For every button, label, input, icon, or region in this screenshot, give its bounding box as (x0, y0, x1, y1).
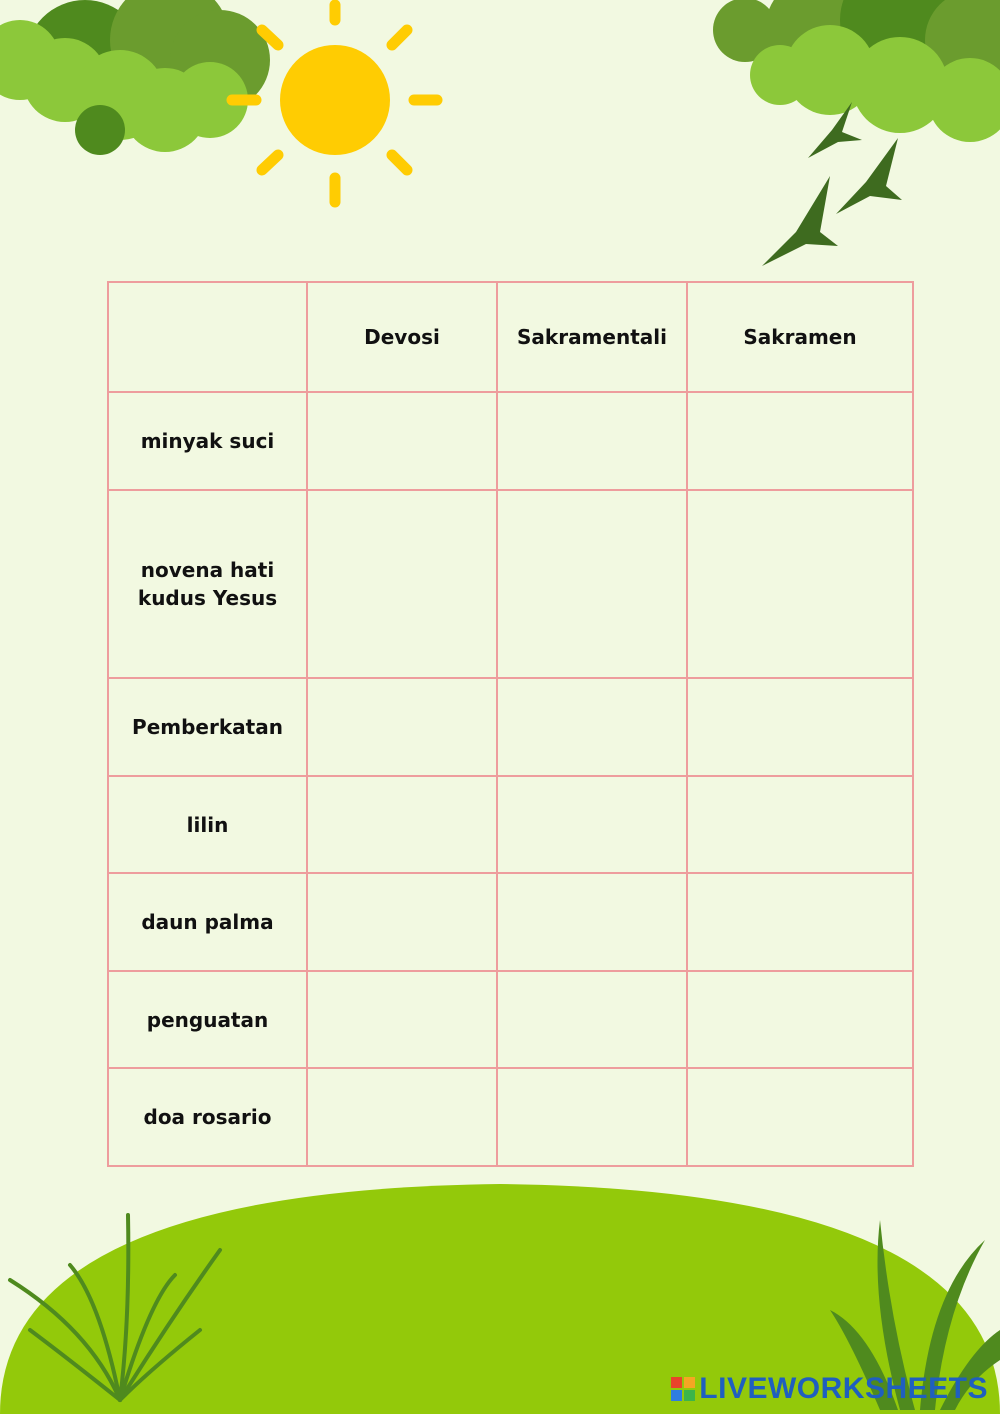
classification-table (107, 281, 914, 1167)
answer-cell-sakramen[interactable] (687, 873, 913, 971)
answer-cell-sakramen[interactable] (687, 392, 913, 490)
answer-cell-sakramentali[interactable] (497, 678, 687, 776)
answer-cell-sakramen[interactable] (687, 678, 913, 776)
answer-cell-devosi[interactable] (307, 971, 497, 1069)
answer-cell-devosi[interactable] (307, 776, 497, 874)
answer-cell-sakramentali[interactable] (497, 776, 687, 874)
row-label: penguatan (108, 971, 307, 1069)
answer-cell-sakramentali[interactable] (497, 1068, 687, 1166)
row-label: daun palma (108, 873, 307, 971)
table-row (108, 776, 913, 874)
answer-cell-devosi[interactable] (307, 392, 497, 490)
row-label: novena hati kudus Yesus (108, 490, 307, 679)
answer-cell-devosi[interactable] (307, 678, 497, 776)
row-label: doa rosario (108, 1068, 307, 1166)
answer-cell-sakramen[interactable] (687, 490, 913, 679)
answer-cell-sakramen[interactable] (687, 971, 913, 1069)
header-corner (108, 282, 307, 392)
row-label: lilin (108, 776, 307, 874)
header-sakramentali: Sakramentali (497, 282, 687, 392)
answer-cell-sakramentali[interactable] (497, 873, 687, 971)
answer-cell-sakramen[interactable] (687, 776, 913, 874)
tree-icon (0, 0, 270, 155)
table-row (108, 392, 913, 490)
header-devosi: Devosi (307, 282, 497, 392)
answer-cell-sakramentali[interactable] (497, 971, 687, 1069)
row-label: minyak suci (108, 392, 307, 490)
row-label: Pemberkatan (108, 678, 307, 776)
answer-cell-devosi[interactable] (307, 873, 497, 971)
answer-cell-sakramen[interactable] (687, 1068, 913, 1166)
table-row (108, 971, 913, 1069)
sun-icon (232, 5, 437, 202)
brand-text: LIVEWORKSHEETS (699, 1372, 988, 1405)
header-row (108, 282, 913, 392)
answer-cell-sakramentali[interactable] (497, 490, 687, 679)
table-row (108, 1068, 913, 1166)
liveworksheets-logo (671, 1372, 988, 1406)
answer-cell-devosi[interactable] (307, 490, 497, 679)
tree-icon (713, 0, 1000, 142)
table-row (108, 490, 913, 679)
table-row (108, 873, 913, 971)
table-row (108, 678, 913, 776)
header-sakramen: Sakramen (687, 282, 913, 392)
liveworksheets-logo-icon (671, 1377, 695, 1401)
answer-cell-devosi[interactable] (307, 1068, 497, 1166)
answer-cell-sakramentali[interactable] (497, 392, 687, 490)
